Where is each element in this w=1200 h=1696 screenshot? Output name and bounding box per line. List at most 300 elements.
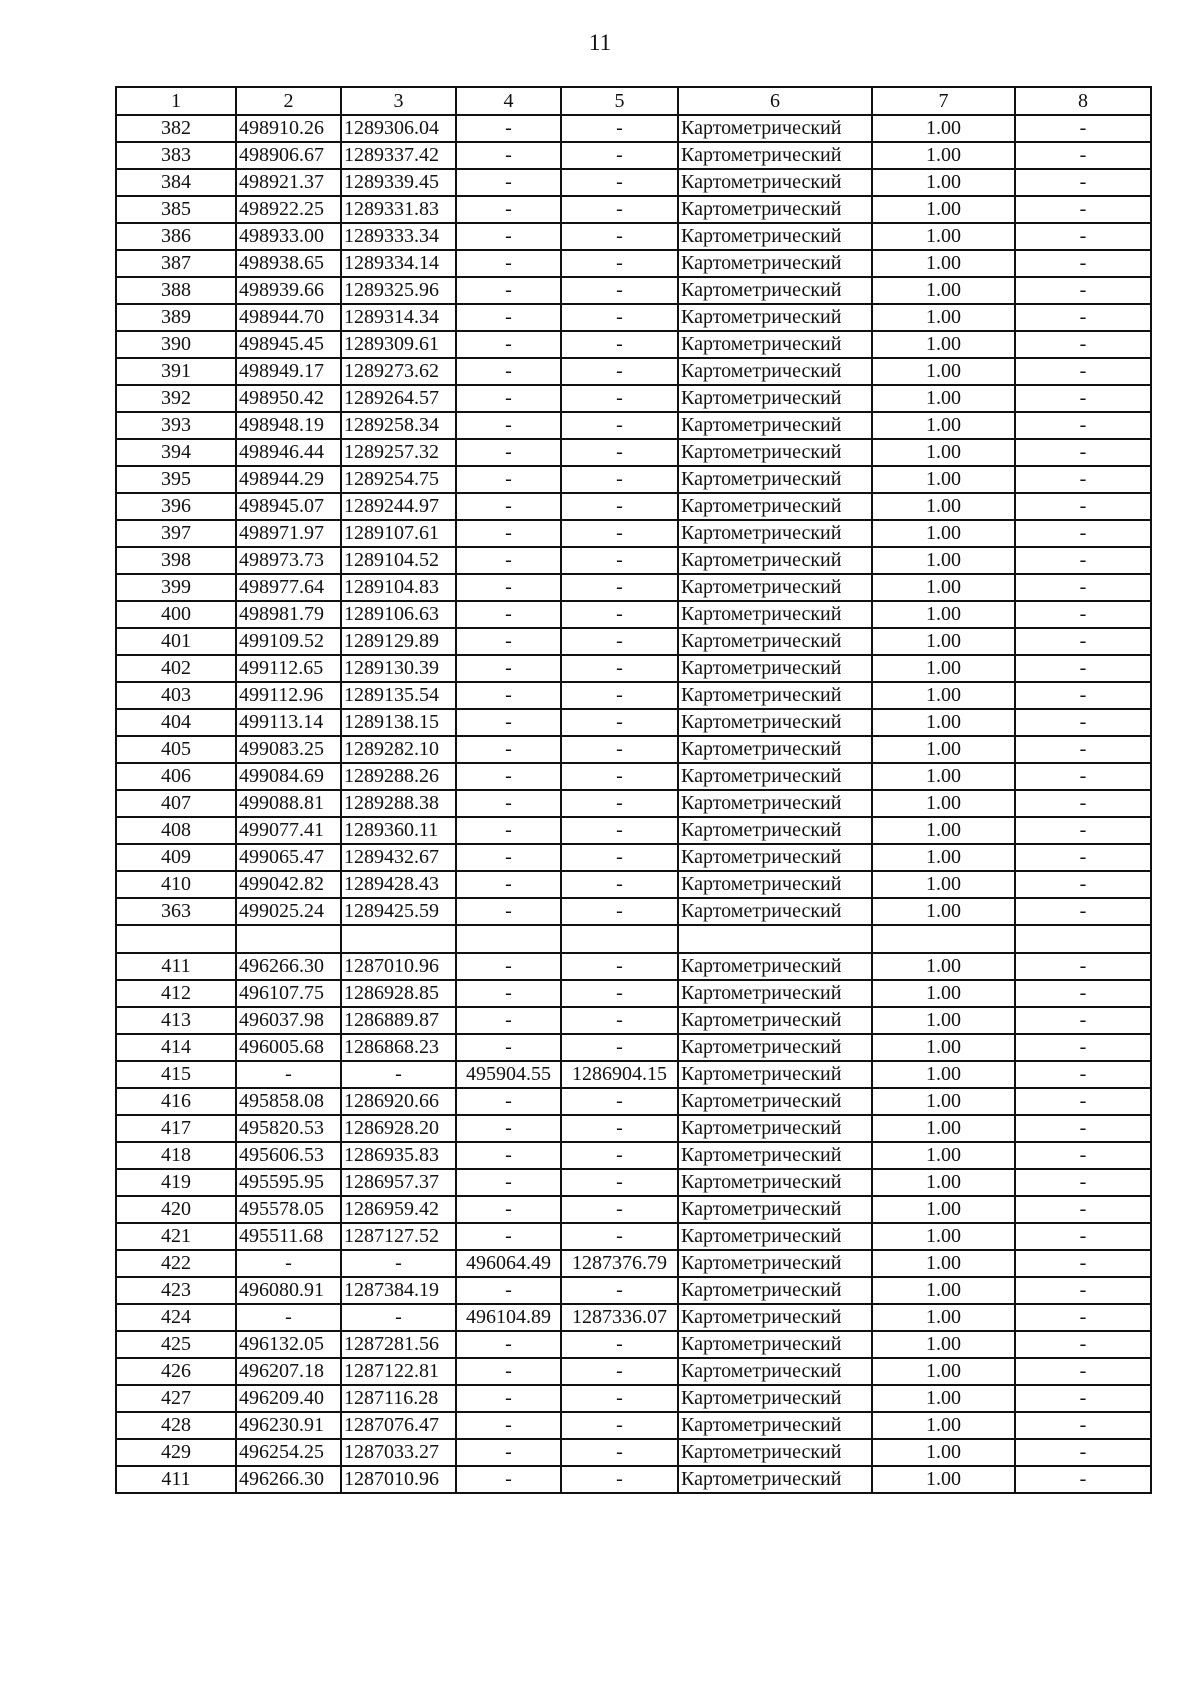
- point-number-cell: 384: [116, 169, 236, 196]
- method-cell: Картометрический: [678, 1385, 872, 1412]
- column-4-cell: -: [456, 223, 561, 250]
- column-4-cell: -: [456, 574, 561, 601]
- y-coordinate-cell: 1287116.28: [341, 1385, 456, 1412]
- x-coordinate-cell: 495511.68: [236, 1223, 341, 1250]
- column-4-cell: -: [456, 466, 561, 493]
- table-row: [116, 574, 1151, 601]
- column-4-cell: -: [456, 601, 561, 628]
- point-number-cell: 425: [116, 1331, 236, 1358]
- point-number-cell: 405: [116, 736, 236, 763]
- table-row: [116, 1142, 1151, 1169]
- column-5-cell: -: [561, 385, 678, 412]
- table-row: [116, 1358, 1151, 1385]
- column-5-cell: -: [561, 1007, 678, 1034]
- accuracy-cell: 1.00: [872, 331, 1015, 358]
- accuracy-cell: 1.00: [872, 142, 1015, 169]
- x-coordinate-cell: 498981.79: [236, 601, 341, 628]
- table-row: [116, 1439, 1151, 1466]
- column-4-cell: -: [456, 493, 561, 520]
- column-4-cell: -: [456, 250, 561, 277]
- point-number-cell: 390: [116, 331, 236, 358]
- method-cell: Картометрический: [678, 709, 872, 736]
- table-row: [116, 763, 1151, 790]
- y-coordinate-cell: 1289264.57: [341, 385, 456, 412]
- column-4-cell: 496104.89: [456, 1304, 561, 1331]
- y-coordinate-cell: 1289306.04: [341, 115, 456, 142]
- column-4-cell: -: [456, 142, 561, 169]
- table-row: [116, 1412, 1151, 1439]
- x-coordinate-cell: [236, 925, 341, 953]
- accuracy-cell: 1.00: [872, 439, 1015, 466]
- column-4-cell: -: [456, 1358, 561, 1385]
- column-8-cell: -: [1015, 980, 1151, 1007]
- column-8-cell: -: [1015, 169, 1151, 196]
- column-8-cell: -: [1015, 196, 1151, 223]
- point-number-cell: 394: [116, 439, 236, 466]
- accuracy-cell: 1.00: [872, 763, 1015, 790]
- column-5-cell: -: [561, 412, 678, 439]
- y-coordinate-cell: 1287384.19: [341, 1277, 456, 1304]
- point-number-cell: 424: [116, 1304, 236, 1331]
- y-coordinate-cell: [341, 925, 456, 953]
- column-4-cell: -: [456, 277, 561, 304]
- y-coordinate-cell: 1289282.10: [341, 736, 456, 763]
- column-5-cell: -: [561, 709, 678, 736]
- table-header: [116, 87, 1151, 115]
- column-5-cell: -: [561, 817, 678, 844]
- column-8-cell: -: [1015, 493, 1151, 520]
- point-number-cell: 414: [116, 1034, 236, 1061]
- column-4-cell: -: [456, 115, 561, 142]
- column-4-cell: 495904.55: [456, 1061, 561, 1088]
- table-row: [116, 331, 1151, 358]
- y-coordinate-cell: 1286957.37: [341, 1169, 456, 1196]
- column-8-cell: -: [1015, 898, 1151, 925]
- column-header: 4: [456, 87, 561, 115]
- column-4-cell: -: [456, 439, 561, 466]
- table-row: [116, 953, 1151, 980]
- column-5-cell: -: [561, 1385, 678, 1412]
- accuracy-cell: 1.00: [872, 1439, 1015, 1466]
- x-coordinate-cell: 496037.98: [236, 1007, 341, 1034]
- point-number-cell: 408: [116, 817, 236, 844]
- method-cell: Картометрический: [678, 439, 872, 466]
- x-coordinate-cell: 496266.30: [236, 953, 341, 980]
- accuracy-cell: 1.00: [872, 1088, 1015, 1115]
- method-cell: Картометрический: [678, 898, 872, 925]
- accuracy-cell: 1.00: [872, 1331, 1015, 1358]
- column-5-cell: -: [561, 1169, 678, 1196]
- column-4-cell: -: [456, 628, 561, 655]
- point-number-cell: 383: [116, 142, 236, 169]
- method-cell: Картометрический: [678, 304, 872, 331]
- column-8-cell: -: [1015, 682, 1151, 709]
- table-row: [116, 682, 1151, 709]
- y-coordinate-cell: 1289135.54: [341, 682, 456, 709]
- column-8-cell: -: [1015, 844, 1151, 871]
- accuracy-cell: 1.00: [872, 1304, 1015, 1331]
- point-number-cell: 391: [116, 358, 236, 385]
- x-coordinate-cell: 499084.69: [236, 763, 341, 790]
- column-4-cell: -: [456, 1277, 561, 1304]
- table-row: [116, 196, 1151, 223]
- column-8-cell: -: [1015, 250, 1151, 277]
- table-row: [116, 304, 1151, 331]
- method-cell: Картометрический: [678, 1331, 872, 1358]
- y-coordinate-cell: 1287010.96: [341, 953, 456, 980]
- table-row: [116, 277, 1151, 304]
- point-number-cell: 419: [116, 1169, 236, 1196]
- x-coordinate-cell: 499109.52: [236, 628, 341, 655]
- accuracy-cell: 1.00: [872, 953, 1015, 980]
- column-8-cell: -: [1015, 520, 1151, 547]
- x-coordinate-cell: 495606.53: [236, 1142, 341, 1169]
- point-number-cell: 422: [116, 1250, 236, 1277]
- accuracy-cell: 1.00: [872, 1250, 1015, 1277]
- column-4-cell: -: [456, 1412, 561, 1439]
- accuracy-cell: 1.00: [872, 1115, 1015, 1142]
- column-4-cell: -: [456, 1007, 561, 1034]
- x-coordinate-cell: 498977.64: [236, 574, 341, 601]
- column-5-cell: -: [561, 1115, 678, 1142]
- accuracy-cell: 1.00: [872, 1412, 1015, 1439]
- table-row: [116, 1385, 1151, 1412]
- column-4-cell: -: [456, 304, 561, 331]
- table-row: [116, 1088, 1151, 1115]
- y-coordinate-cell: 1289258.34: [341, 412, 456, 439]
- table-row: [116, 1196, 1151, 1223]
- y-coordinate-cell: 1289325.96: [341, 277, 456, 304]
- accuracy-cell: 1.00: [872, 736, 1015, 763]
- y-coordinate-cell: 1289339.45: [341, 169, 456, 196]
- point-number-cell: 388: [116, 277, 236, 304]
- x-coordinate-cell: 498939.66: [236, 277, 341, 304]
- accuracy-cell: 1.00: [872, 1385, 1015, 1412]
- column-8-cell: -: [1015, 1304, 1151, 1331]
- column-5-cell: 1287336.07: [561, 1304, 678, 1331]
- point-number-cell: 392: [116, 385, 236, 412]
- column-4-cell: -: [456, 358, 561, 385]
- method-cell: Картометрический: [678, 115, 872, 142]
- accuracy-cell: 1.00: [872, 547, 1015, 574]
- column-4-cell: -: [456, 898, 561, 925]
- x-coordinate-cell: 498921.37: [236, 169, 341, 196]
- accuracy-cell: 1.00: [872, 709, 1015, 736]
- accuracy-cell: 1.00: [872, 1223, 1015, 1250]
- column-4-cell: -: [456, 1142, 561, 1169]
- accuracy-cell: 1.00: [872, 1358, 1015, 1385]
- column-8-cell: -: [1015, 736, 1151, 763]
- point-number-cell: 421: [116, 1223, 236, 1250]
- point-number-cell: 398: [116, 547, 236, 574]
- method-cell: Картометрический: [678, 358, 872, 385]
- column-8-cell: -: [1015, 1061, 1151, 1088]
- column-8-cell: -: [1015, 1223, 1151, 1250]
- point-number-cell: 428: [116, 1412, 236, 1439]
- x-coordinate-cell: 499065.47: [236, 844, 341, 871]
- point-number-cell: 385: [116, 196, 236, 223]
- column-8-cell: -: [1015, 790, 1151, 817]
- column-header: 6: [678, 87, 872, 115]
- x-coordinate-cell: 498944.70: [236, 304, 341, 331]
- column-4-cell: -: [456, 763, 561, 790]
- column-4-cell: -: [456, 790, 561, 817]
- accuracy-cell: [872, 925, 1015, 953]
- method-cell: Картометрический: [678, 628, 872, 655]
- table-row: [116, 1277, 1151, 1304]
- y-coordinate-cell: -: [341, 1304, 456, 1331]
- table-row: [116, 223, 1151, 250]
- y-coordinate-cell: 1289425.59: [341, 898, 456, 925]
- table-row: [116, 790, 1151, 817]
- x-coordinate-cell: 499112.96: [236, 682, 341, 709]
- table-row: [116, 385, 1151, 412]
- column-5-cell: -: [561, 1412, 678, 1439]
- column-5-cell: -: [561, 250, 678, 277]
- accuracy-cell: 1.00: [872, 655, 1015, 682]
- table-row: [116, 115, 1151, 142]
- x-coordinate-cell: 496230.91: [236, 1412, 341, 1439]
- column-4-cell: -: [456, 817, 561, 844]
- x-coordinate-cell: 496209.40: [236, 1385, 341, 1412]
- table-row: [116, 358, 1151, 385]
- method-cell: Картометрический: [678, 250, 872, 277]
- accuracy-cell: 1.00: [872, 601, 1015, 628]
- method-cell: Картометрический: [678, 1034, 872, 1061]
- method-cell: Картометрический: [678, 953, 872, 980]
- method-cell: Картометрический: [678, 1250, 872, 1277]
- column-header: 2: [236, 87, 341, 115]
- column-4-cell: -: [456, 1439, 561, 1466]
- column-8-cell: -: [1015, 412, 1151, 439]
- column-5-cell: -: [561, 1142, 678, 1169]
- table-row: [116, 925, 1151, 953]
- point-number-cell: 395: [116, 466, 236, 493]
- point-number-cell: 403: [116, 682, 236, 709]
- column-5-cell: -: [561, 844, 678, 871]
- column-5-cell: -: [561, 1196, 678, 1223]
- accuracy-cell: 1.00: [872, 1169, 1015, 1196]
- method-cell: Картометрический: [678, 1277, 872, 1304]
- table-row: [116, 142, 1151, 169]
- column-5-cell: -: [561, 1331, 678, 1358]
- column-8-cell: -: [1015, 277, 1151, 304]
- column-5-cell: -: [561, 574, 678, 601]
- table-row: [116, 980, 1151, 1007]
- y-coordinate-cell: 1287033.27: [341, 1439, 456, 1466]
- y-coordinate-cell: 1289129.89: [341, 628, 456, 655]
- y-coordinate-cell: 1286935.83: [341, 1142, 456, 1169]
- method-cell: Картометрический: [678, 601, 872, 628]
- method-cell: Картометрический: [678, 980, 872, 1007]
- method-cell: Картометрический: [678, 223, 872, 250]
- accuracy-cell: 1.00: [872, 574, 1015, 601]
- y-coordinate-cell: -: [341, 1250, 456, 1277]
- method-cell: Картометрический: [678, 1223, 872, 1250]
- table-row: [116, 1223, 1151, 1250]
- column-8-cell: -: [1015, 1412, 1151, 1439]
- point-number-cell: 363: [116, 898, 236, 925]
- table-row: [116, 871, 1151, 898]
- column-5-cell: -: [561, 304, 678, 331]
- y-coordinate-cell: 1289106.63: [341, 601, 456, 628]
- point-number-cell: 407: [116, 790, 236, 817]
- accuracy-cell: 1.00: [872, 250, 1015, 277]
- table-row: [116, 520, 1151, 547]
- accuracy-cell: 1.00: [872, 466, 1015, 493]
- accuracy-cell: 1.00: [872, 412, 1015, 439]
- column-8-cell: -: [1015, 1088, 1151, 1115]
- table-row: [116, 1115, 1151, 1142]
- point-number-cell: 386: [116, 223, 236, 250]
- method-cell: Картометрический: [678, 1142, 872, 1169]
- x-coordinate-cell: 495820.53: [236, 1115, 341, 1142]
- table-row: [116, 412, 1151, 439]
- column-5-cell: -: [561, 223, 678, 250]
- x-coordinate-cell: 496080.91: [236, 1277, 341, 1304]
- point-number-cell: 411: [116, 1466, 236, 1493]
- table-row: [116, 709, 1151, 736]
- point-number-cell: 389: [116, 304, 236, 331]
- column-5-cell: -: [561, 115, 678, 142]
- column-4-cell: -: [456, 1385, 561, 1412]
- column-8-cell: -: [1015, 574, 1151, 601]
- accuracy-cell: 1.00: [872, 358, 1015, 385]
- y-coordinate-cell: 1289288.26: [341, 763, 456, 790]
- x-coordinate-cell: 495595.95: [236, 1169, 341, 1196]
- x-coordinate-cell: 499077.41: [236, 817, 341, 844]
- accuracy-cell: 1.00: [872, 790, 1015, 817]
- method-cell: Картометрический: [678, 493, 872, 520]
- x-coordinate-cell: 499042.82: [236, 871, 341, 898]
- x-coordinate-cell: 498946.44: [236, 439, 341, 466]
- column-8-cell: -: [1015, 1250, 1151, 1277]
- column-4-cell: -: [456, 412, 561, 439]
- table-row: [116, 898, 1151, 925]
- column-5-cell: -: [561, 790, 678, 817]
- column-8-cell: -: [1015, 1007, 1151, 1034]
- x-coordinate-cell: 495858.08: [236, 1088, 341, 1115]
- point-number-cell: 415: [116, 1061, 236, 1088]
- method-cell: Картометрический: [678, 1169, 872, 1196]
- column-header: 1: [116, 87, 236, 115]
- x-coordinate-cell: 498949.17: [236, 358, 341, 385]
- y-coordinate-cell: 1289288.38: [341, 790, 456, 817]
- column-8-cell: -: [1015, 628, 1151, 655]
- method-cell: Картометрический: [678, 871, 872, 898]
- x-coordinate-cell: 498971.97: [236, 520, 341, 547]
- method-cell: Картометрический: [678, 1466, 872, 1493]
- point-number-cell: 409: [116, 844, 236, 871]
- point-number-cell: 402: [116, 655, 236, 682]
- y-coordinate-cell: 1287010.96: [341, 1466, 456, 1493]
- y-coordinate-cell: 1289331.83: [341, 196, 456, 223]
- y-coordinate-cell: 1286889.87: [341, 1007, 456, 1034]
- column-8-cell: -: [1015, 601, 1151, 628]
- y-coordinate-cell: 1286959.42: [341, 1196, 456, 1223]
- method-cell: Картометрический: [678, 169, 872, 196]
- column-8-cell: -: [1015, 1034, 1151, 1061]
- y-coordinate-cell: 1286928.85: [341, 980, 456, 1007]
- column-8-cell: -: [1015, 115, 1151, 142]
- accuracy-cell: 1.00: [872, 223, 1015, 250]
- method-cell: Картометрический: [678, 466, 872, 493]
- column-8-cell: -: [1015, 223, 1151, 250]
- method-cell: Картометрический: [678, 331, 872, 358]
- column-5-cell: -: [561, 196, 678, 223]
- point-number-cell: 412: [116, 980, 236, 1007]
- column-8-cell: [1015, 925, 1151, 953]
- x-coordinate-cell: 498933.00: [236, 223, 341, 250]
- point-number-cell: 396: [116, 493, 236, 520]
- column-4-cell: -: [456, 1169, 561, 1196]
- point-number-cell: [116, 925, 236, 953]
- x-coordinate-cell: 499025.24: [236, 898, 341, 925]
- column-header: 3: [341, 87, 456, 115]
- x-coordinate-cell: 499083.25: [236, 736, 341, 763]
- point-number-cell: 416: [116, 1088, 236, 1115]
- x-coordinate-cell: 498945.07: [236, 493, 341, 520]
- table-row: [116, 439, 1151, 466]
- y-coordinate-cell: 1289138.15: [341, 709, 456, 736]
- column-4-cell: -: [456, 1331, 561, 1358]
- x-coordinate-cell: 498938.65: [236, 250, 341, 277]
- column-5-cell: -: [561, 763, 678, 790]
- x-coordinate-cell: 498945.45: [236, 331, 341, 358]
- column-4-cell: -: [456, 196, 561, 223]
- point-number-cell: 411: [116, 953, 236, 980]
- y-coordinate-cell: 1289333.34: [341, 223, 456, 250]
- y-coordinate-cell: 1289257.32: [341, 439, 456, 466]
- method-cell: Картометрический: [678, 547, 872, 574]
- y-coordinate-cell: 1289254.75: [341, 466, 456, 493]
- table-row: [116, 628, 1151, 655]
- column-5-cell: -: [561, 628, 678, 655]
- column-5-cell: -: [561, 1277, 678, 1304]
- column-8-cell: -: [1015, 763, 1151, 790]
- column-8-cell: -: [1015, 304, 1151, 331]
- y-coordinate-cell: 1289360.11: [341, 817, 456, 844]
- column-5-cell: -: [561, 953, 678, 980]
- column-8-cell: -: [1015, 817, 1151, 844]
- point-number-cell: 418: [116, 1142, 236, 1169]
- table-row: [116, 1331, 1151, 1358]
- method-cell: Картометрический: [678, 844, 872, 871]
- y-coordinate-cell: 1286920.66: [341, 1088, 456, 1115]
- column-5-cell: -: [561, 980, 678, 1007]
- accuracy-cell: 1.00: [872, 898, 1015, 925]
- point-number-cell: 382: [116, 115, 236, 142]
- table-row: [116, 1034, 1151, 1061]
- y-coordinate-cell: -: [341, 1061, 456, 1088]
- accuracy-cell: 1.00: [872, 520, 1015, 547]
- point-number-cell: 400: [116, 601, 236, 628]
- table-row: [116, 601, 1151, 628]
- x-coordinate-cell: 496005.68: [236, 1034, 341, 1061]
- column-8-cell: -: [1015, 1466, 1151, 1493]
- y-coordinate-cell: 1289107.61: [341, 520, 456, 547]
- column-8-cell: -: [1015, 1331, 1151, 1358]
- method-cell: Картометрический: [678, 817, 872, 844]
- x-coordinate-cell: 496266.30: [236, 1466, 341, 1493]
- column-5-cell: -: [561, 493, 678, 520]
- column-4-cell: -: [456, 1034, 561, 1061]
- column-4-cell: -: [456, 169, 561, 196]
- y-coordinate-cell: 1289428.43: [341, 871, 456, 898]
- accuracy-cell: 1.00: [872, 628, 1015, 655]
- accuracy-cell: 1.00: [872, 1034, 1015, 1061]
- column-4-cell: -: [456, 1223, 561, 1250]
